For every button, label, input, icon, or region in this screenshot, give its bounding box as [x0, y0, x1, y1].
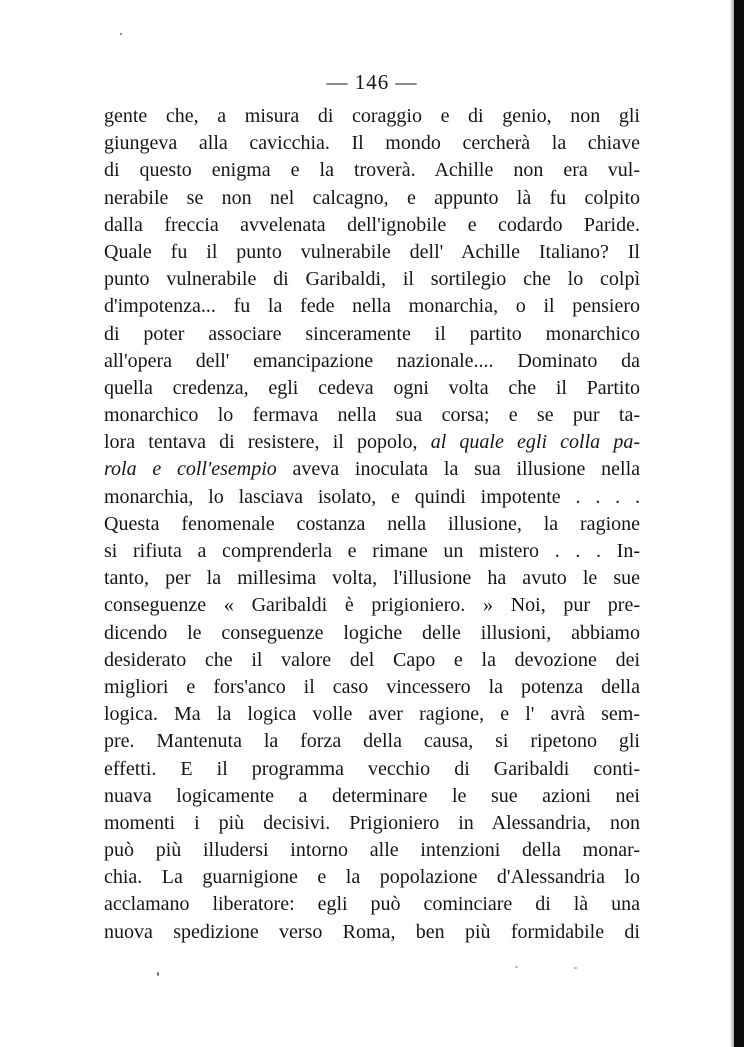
text-line: si rifiuta a comprenderla e rimane un mistero . . . In- — [104, 540, 640, 562]
text-line: nuava logicamente a determinare le sue azioni nei — [104, 784, 640, 807]
scan-edge-border — [734, 0, 744, 1047]
text-line: nuova spedizione verso Roma, ben più formidabile di — [104, 920, 640, 943]
italic-quote: rola e coll'esempio — [104, 458, 277, 481]
text-line: pre. Mantenuta la forza della causa, si ripetono gli — [104, 730, 640, 753]
scan-speck — [120, 33, 122, 35]
text-line: di poter associare sinceramente il partito monarchico — [104, 322, 640, 345]
text-line: dicendo le conseguenze logiche delle illusioni, abbiamo — [104, 621, 640, 644]
text-line: desiderato che il valore del Capo e la devozione dei — [104, 648, 640, 671]
text-line: monarchia, lo lasciava isolato, e quindi impotente . . . . — [104, 485, 640, 508]
scan-speck — [157, 972, 159, 976]
text-line: di questo enigma e la troverà. Achille non era vul- — [104, 159, 640, 182]
text-line: lora tentava di resistere, il popolo, al quale egli colla pa- — [104, 431, 640, 454]
text-line: giungeva alla cavicchia. Il mondo cercherà la chiave — [104, 132, 640, 155]
page-number-header: — 146 — — [326, 70, 418, 94]
text-line: effetti. E il programma vecchio di Garibaldi conti- — [104, 757, 640, 780]
text-line: logica. Ma la logica volle aver ragione, e l' avrà sem- — [104, 703, 640, 726]
text-line: Questa fenomenale costanza nella illusione, la ragione — [104, 512, 640, 535]
text-line: dalla freccia avvelenata dell'ignobile e codardo Paride. — [104, 213, 640, 236]
text-line: all'opera dell' emancipazione nazionale.... Dominato da — [104, 349, 640, 372]
text-line: migliori e fors'anco il caso vincessero la potenza della — [104, 675, 640, 698]
scan-speck — [515, 966, 518, 968]
text-line: punto vulnerabile di Garibaldi, il sortilegio che lo colpì — [104, 268, 640, 291]
text-line: gente che, a misura di coraggio e di genio, non gli — [104, 105, 640, 127]
text-line: conseguenze « Garibaldi è prigioniero. » Noi, pur pre- — [104, 594, 640, 617]
text-line: tanto, per la millesima volta, l'illusione ha avuto le sue — [104, 567, 640, 590]
text-line: rola e coll'esempio aveva inoculata la sua illusione nella — [104, 458, 640, 481]
italic-quote: al quale egli colla pa- — [430, 431, 640, 454]
page-body-text — [104, 103, 640, 946]
text-line: Quale fu il punto vulnerabile dell' Achille Italiano? Il — [104, 240, 640, 263]
text-line: può più illudersi intorno alle intenzioni della monar- — [104, 839, 640, 862]
text-line: chia. La guarnigione e la popolazione d'Alessandria lo — [104, 866, 640, 889]
text-line: momenti i più decisivi. Prigioniero in Alessandria, non — [104, 811, 640, 834]
text-line: acclamano liberatore: egli può cominciare di là una — [104, 893, 640, 916]
scan-speck — [574, 967, 577, 969]
text-line: d'impotenza... fu la fede nella monarchia, o il pensiero — [104, 295, 640, 318]
text-line: monarchico lo fermava nella sua corsa; e se pur ta- — [104, 404, 640, 427]
text-line: quella credenza, egli cedeva ogni volta che il Partito — [104, 376, 640, 399]
text-line: nerabile se non nel calcagno, e appunto là fu colpito — [104, 186, 640, 209]
